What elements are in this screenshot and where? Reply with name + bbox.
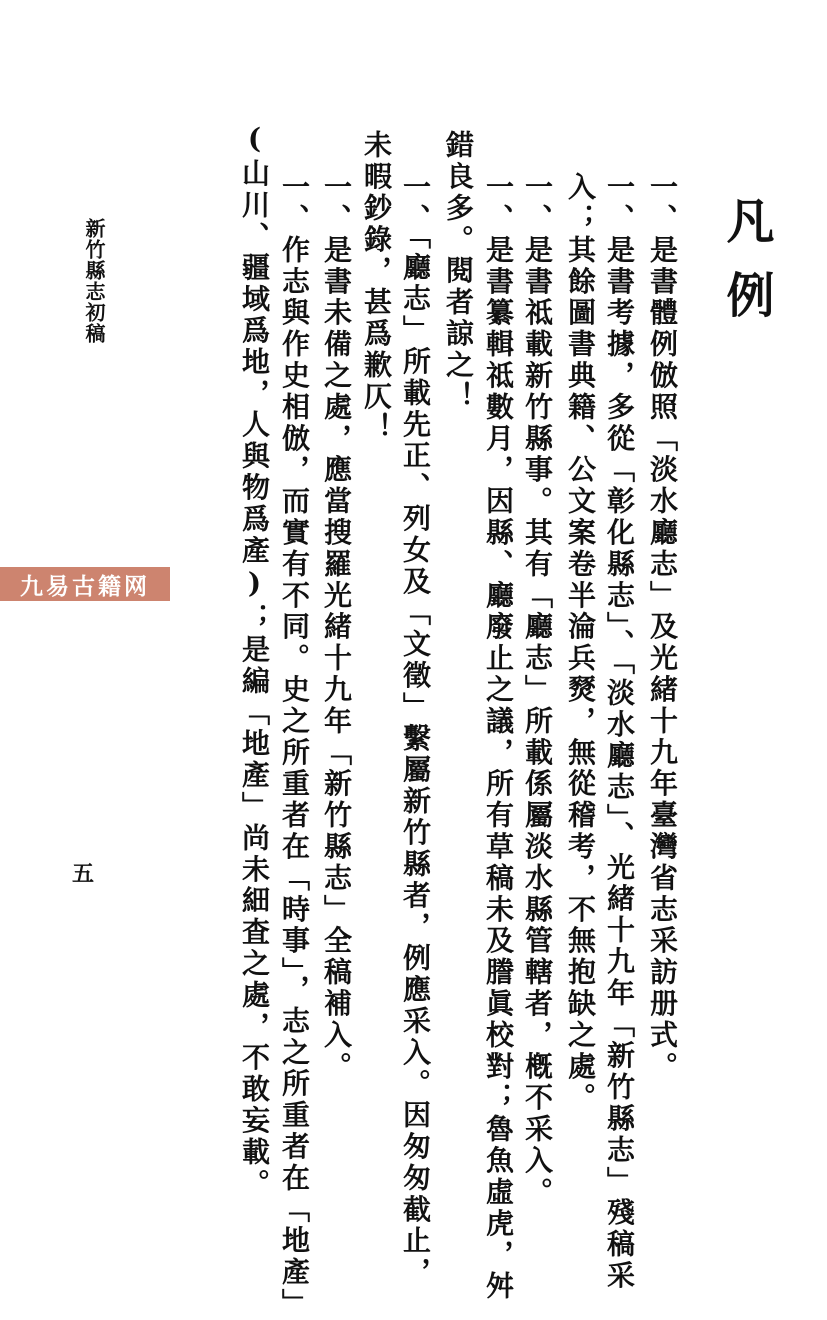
text-column-10: 一、作志與作史相倣，而實有不同。史之所重者在「時事」，志之所重者在「地產」 (278, 172, 311, 1320)
text-column-6: 錯良多。閱者諒之！ (442, 130, 475, 413)
text-column-4: 一、是書祗載新竹縣事。其有「廳志」所載係屬淡水縣管轄者，槪不采入。 (521, 172, 554, 1209)
text-column-11: (山川、疆域爲地，人與物爲產)；是編「地產」尚未細査之處，不敢妄載。 (238, 122, 271, 1200)
text-column-9: 一、是書未備之處，應當搜羅光緒十九年「新竹縣志」全稿補入。 (320, 172, 353, 1083)
watermark-text: 九易古籍网 (20, 572, 150, 600)
text-column-1: 一、是書體例倣照「淡水廳志」及光緒十九年臺灣省志采訪册式。 (646, 172, 679, 1083)
text-column-7: 一、「廳志」所載先正、列女及「文徵」繫屬新竹縣者，例應采入。因匆匆截止， (399, 172, 432, 1289)
page-number: 五 (72, 861, 95, 887)
watermark-banner (0, 567, 170, 601)
text-column-8: 未暇鈔錄，甚爲歉仄！ (360, 130, 393, 444)
text-column-5: 一、是書纂輯祗數月，因縣、廳廢止之議，所有草稿未及謄眞校對；魯魚虛虎，舛 (482, 172, 515, 1303)
section-title: 凡例 (718, 196, 774, 344)
text-column-3: 入；其餘圖書典籍、公文案卷半淪兵燹，無從稽考，不無抱缺之處。 (564, 172, 597, 1114)
text-column-2: 一、是書考據，多從「彰化縣志」、「淡水廳志」、光緒十九年「新竹縣志」殘稿采 (603, 172, 636, 1292)
page-header-title: 新竹縣志初稿 (82, 218, 106, 344)
